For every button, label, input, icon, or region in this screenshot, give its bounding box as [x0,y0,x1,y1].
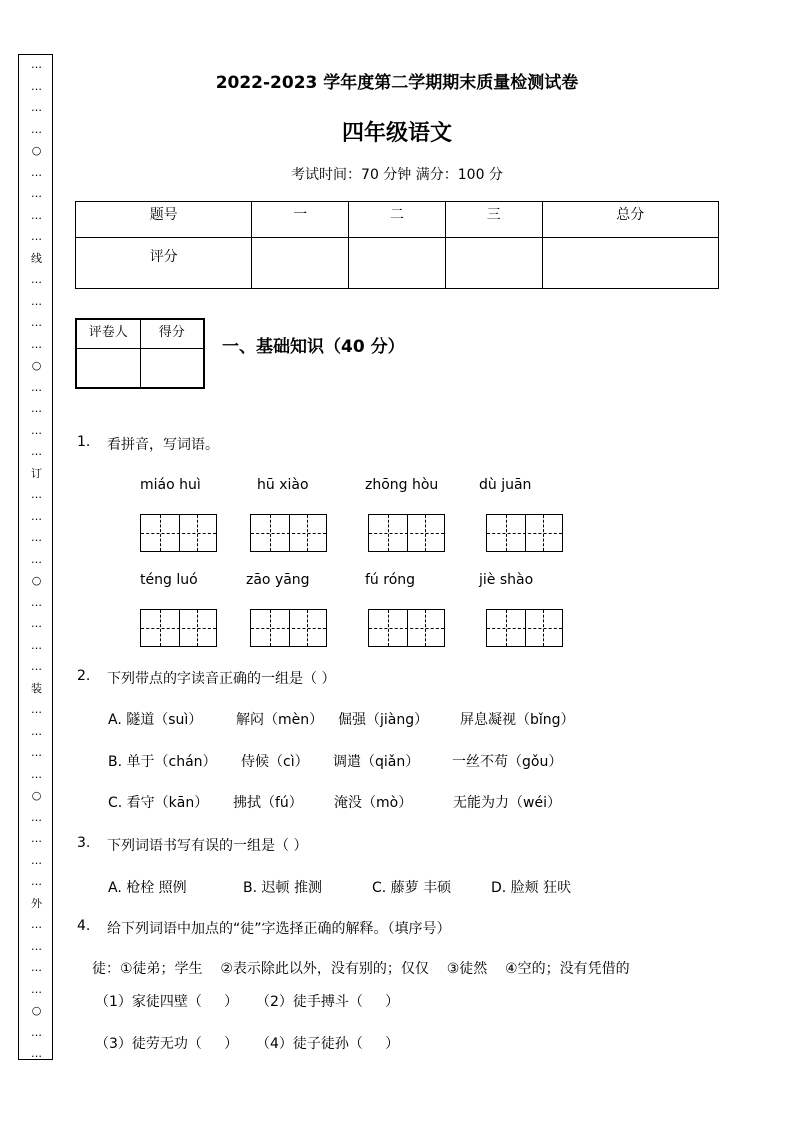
points-label: 得分 [140,319,204,349]
question-text: 下列词语书写有误的一组是（ ） [107,838,308,854]
exam-info: 考试时间：70 分钟 满分：100 分 [291,167,503,183]
binding-dots: … [31,509,42,523]
writing-grid[interactable] [486,609,563,647]
binding-dots: … [31,165,42,179]
question-number: 4. [77,918,91,934]
option-a-word: 倔强（jiàng） [338,712,429,728]
score-cell[interactable] [349,238,446,289]
binding-dots: … [31,294,42,308]
option-a: A. 隧道（suì） [108,712,203,728]
binding-dots: … [31,660,42,673]
option-c-word: 无能为力（wéi） [453,795,561,811]
option-b: B. 迟顿 推测 [243,880,322,896]
pinyin-label: hū xiào [257,477,309,493]
question-number: 2. [77,668,91,684]
binding-dots: … [31,337,42,351]
pinyin-label: miáo huì [140,477,201,493]
binding-dots: … [31,703,42,716]
score-cell[interactable] [445,238,542,289]
question-text: 看拼音，写词语。 [107,437,219,453]
grader-table [75,318,205,389]
score-cell[interactable] [252,238,349,289]
score-table [75,201,719,289]
binding-circle: ○ [31,789,42,802]
option-b: B. 单于（chán） [108,754,217,770]
option-b-word: 调遣（qiǎn） [333,754,420,770]
binding-dots: … [31,101,42,114]
binding-dots: … [31,617,42,630]
binding-dots: … [31,79,42,93]
binding-dots: … [31,939,42,953]
binding-marks [19,59,54,1059]
binding-circle: ○ [31,574,42,587]
binding-dots: … [31,832,42,845]
binding-dots: … [31,187,42,200]
question-text: 给下列词语中加点的“徒”字选择正确的解释。（填序号） [107,921,451,937]
points-cell[interactable] [140,349,204,389]
option-c: C. 看守（kān） [108,795,209,811]
pinyin-label: zhōng hòu [365,477,439,493]
score-header-cell: 题号 [76,202,252,238]
exam-title: 2022-2023 学年度第二学期期末质量检测试卷 [215,73,579,93]
question-number: 1. [77,434,91,450]
section-title: 一、基础知识（40 分） [222,337,405,357]
binding-dots: … [31,273,42,286]
binding-dots: … [31,595,42,609]
binding-circle: ○ [31,144,42,157]
binding-dots: … [31,810,42,824]
question-number: 3. [77,835,91,851]
score-cell[interactable] [542,238,718,289]
binding-dots: … [31,316,42,329]
binding-char: 订 [31,466,42,480]
score-header-cell: 三 [445,202,542,238]
binding-circle: ○ [31,1004,42,1017]
binding-dots: … [31,380,42,394]
binding-dots: … [31,58,42,71]
binding-dots: … [31,230,42,243]
fill-item: （1）家徒四壁（ ） [95,994,239,1010]
binding-dots: … [31,402,42,415]
binding-dots: … [31,122,42,136]
binding-dots: … [31,918,42,931]
binding-dots: … [31,746,42,759]
option-b-word: 侍候（cì） [241,754,309,770]
option-a-word: 屏息凝视（bǐng） [460,712,575,728]
writing-grid[interactable] [140,609,217,647]
pinyin-label: jiè shào [479,572,534,588]
score-row-label: 评分 [76,238,252,289]
option-d: D. 脸颊 狂吠 [491,880,572,896]
binding-dots: … [31,724,42,738]
option-a-word: 解闷（mèn） [236,712,324,728]
fill-item: （3）徒劳无功（ ） [95,1036,239,1052]
writing-grid[interactable] [368,514,445,552]
exam-subtitle: 四年级语文 [341,121,452,146]
binding-dots: … [31,853,42,867]
binding-dots: … [31,445,42,458]
option-c-word: 淹没（mò） [334,795,413,811]
binding-dots: … [31,531,42,544]
binding-dots: … [31,767,42,781]
pinyin-label: dù juān [479,477,532,493]
binding-dots: … [31,1047,42,1060]
grader-label: 评卷人 [76,319,140,349]
binding-circle: ○ [31,359,42,372]
binding-dots: … [31,875,42,888]
binding-dots: … [31,961,42,974]
writing-grid[interactable] [486,514,563,552]
fill-item: （2）徒手搏斗（ ） [256,994,400,1010]
pinyin-label: zāo yāng [246,572,310,588]
option-b-word: 一丝不苟（gǒu） [452,754,563,770]
writing-grid[interactable] [368,609,445,647]
writing-grid[interactable] [250,514,327,552]
option-a: A. 枪栓 照例 [108,880,187,896]
binding-dots: … [31,208,42,222]
option-c: C. 藤萝 丰硕 [372,880,452,896]
binding-dots: … [31,488,42,501]
binding-dots: … [31,1025,42,1039]
writing-grid[interactable] [140,514,217,552]
option-c-word: 拂拭（fú） [233,795,303,811]
writing-grid[interactable] [250,609,327,647]
fill-item: （4）徒子徒孙（ ） [256,1036,400,1052]
pinyin-label: téng luó [140,572,198,588]
score-header-cell: 二 [349,202,446,238]
binding-char: 线 [31,251,42,265]
pinyin-label: fú róng [365,572,416,588]
binding-char: 外 [31,896,42,910]
binding-dots: … [31,638,42,652]
binding-strip [18,54,53,1060]
binding-dots: … [31,552,42,566]
binding-dots: … [31,423,42,437]
score-header-cell: 总分 [542,202,718,238]
binding-char: 装 [31,681,42,695]
binding-dots: … [31,982,42,996]
question-text: 下列带点的字读音正确的一组是（ ） [107,671,336,687]
grader-cell[interactable] [76,349,140,389]
score-header-cell: 一 [252,202,349,238]
definitions-line: 徒：①徒弟；学生 ②表示除此以外，没有别的；仅仅 ③徒然 ④空的；没有凭借的 [92,961,630,977]
